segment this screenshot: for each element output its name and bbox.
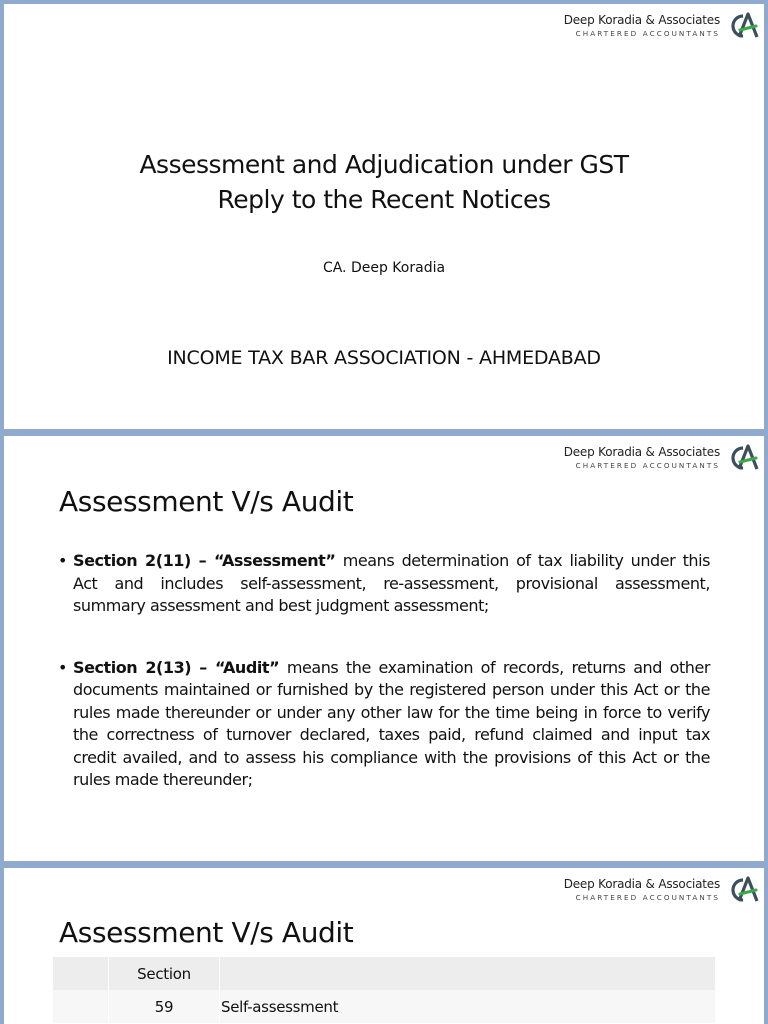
table-cell-description: Self-assessment: [221, 997, 339, 1016]
brand-name: Deep Koradia & Associates: [563, 445, 720, 460]
slide-title: [4, 4, 764, 429]
table-row: [53, 990, 715, 1023]
table-header-cell: [53, 957, 109, 990]
brand-header: [564, 873, 760, 907]
title-line-2: Reply to the Recent Notices: [217, 185, 551, 214]
brand-name: Deep Koradia & Associates: [563, 13, 720, 28]
table-cell-section: 59: [109, 990, 220, 1023]
brand-header: [564, 441, 760, 475]
table-header-cell: [220, 957, 716, 990]
definition-term: Section 2(11) – “Assessment”: [73, 551, 336, 570]
bullet-icon: •: [58, 551, 67, 570]
table-cell: [53, 990, 109, 1023]
definition-item: [58, 550, 710, 618]
definition-text: means determination of tax liability under this Act and includes self-assessment, re-assessment, provisional assessment, summary assessment and best judgment assessment;: [73, 551, 710, 615]
definition-term: Section 2(13) – “Audit”: [73, 657, 280, 677]
brand-subtitle: CHARTERED ACCOUNTANTS: [575, 461, 720, 471]
section-table: [53, 957, 715, 1023]
title-line-1: Assessment and Adjudication under GST: [139, 150, 629, 179]
bullet-icon: •: [58, 657, 67, 677]
definition-list: [58, 550, 710, 792]
definition-item: [58, 657, 710, 792]
slide-heading: Assessment V/s Audit: [59, 916, 354, 949]
brand-name: Deep Koradia & Associates: [563, 877, 720, 892]
table-header-section: Section: [109, 957, 220, 990]
organization-name: INCOME TAX BAR ASSOCIATION - AHMEDABAD: [167, 347, 601, 369]
slide-definitions: [4, 436, 764, 861]
presentation-title: [4, 147, 764, 217]
definition-text: means the examination of records, returns and other documents maintained or furnished by the registered person under this Act or the rules made thereunder or under any other law for the time being in force to verify the correctness of turnover declared, taxes paid, refund claimed and input tax credit availed, and to assess his compliance with the provisions of this Act or the rules made thereunder;: [73, 657, 710, 789]
ca-logo-icon: [726, 873, 760, 907]
slide-heading: Assessment V/s Audit: [59, 485, 354, 518]
ca-logo-icon: [726, 9, 760, 43]
brand-header: [564, 9, 760, 43]
presenter-name: CA. Deep Koradia: [322, 260, 446, 276]
brand-subtitle: CHARTERED ACCOUNTANTS: [575, 29, 720, 39]
ca-logo-icon: [726, 441, 760, 475]
slide-comparison: [4, 868, 764, 1024]
table-header-row: [53, 957, 715, 990]
brand-subtitle: CHARTERED ACCOUNTANTS: [575, 893, 720, 903]
